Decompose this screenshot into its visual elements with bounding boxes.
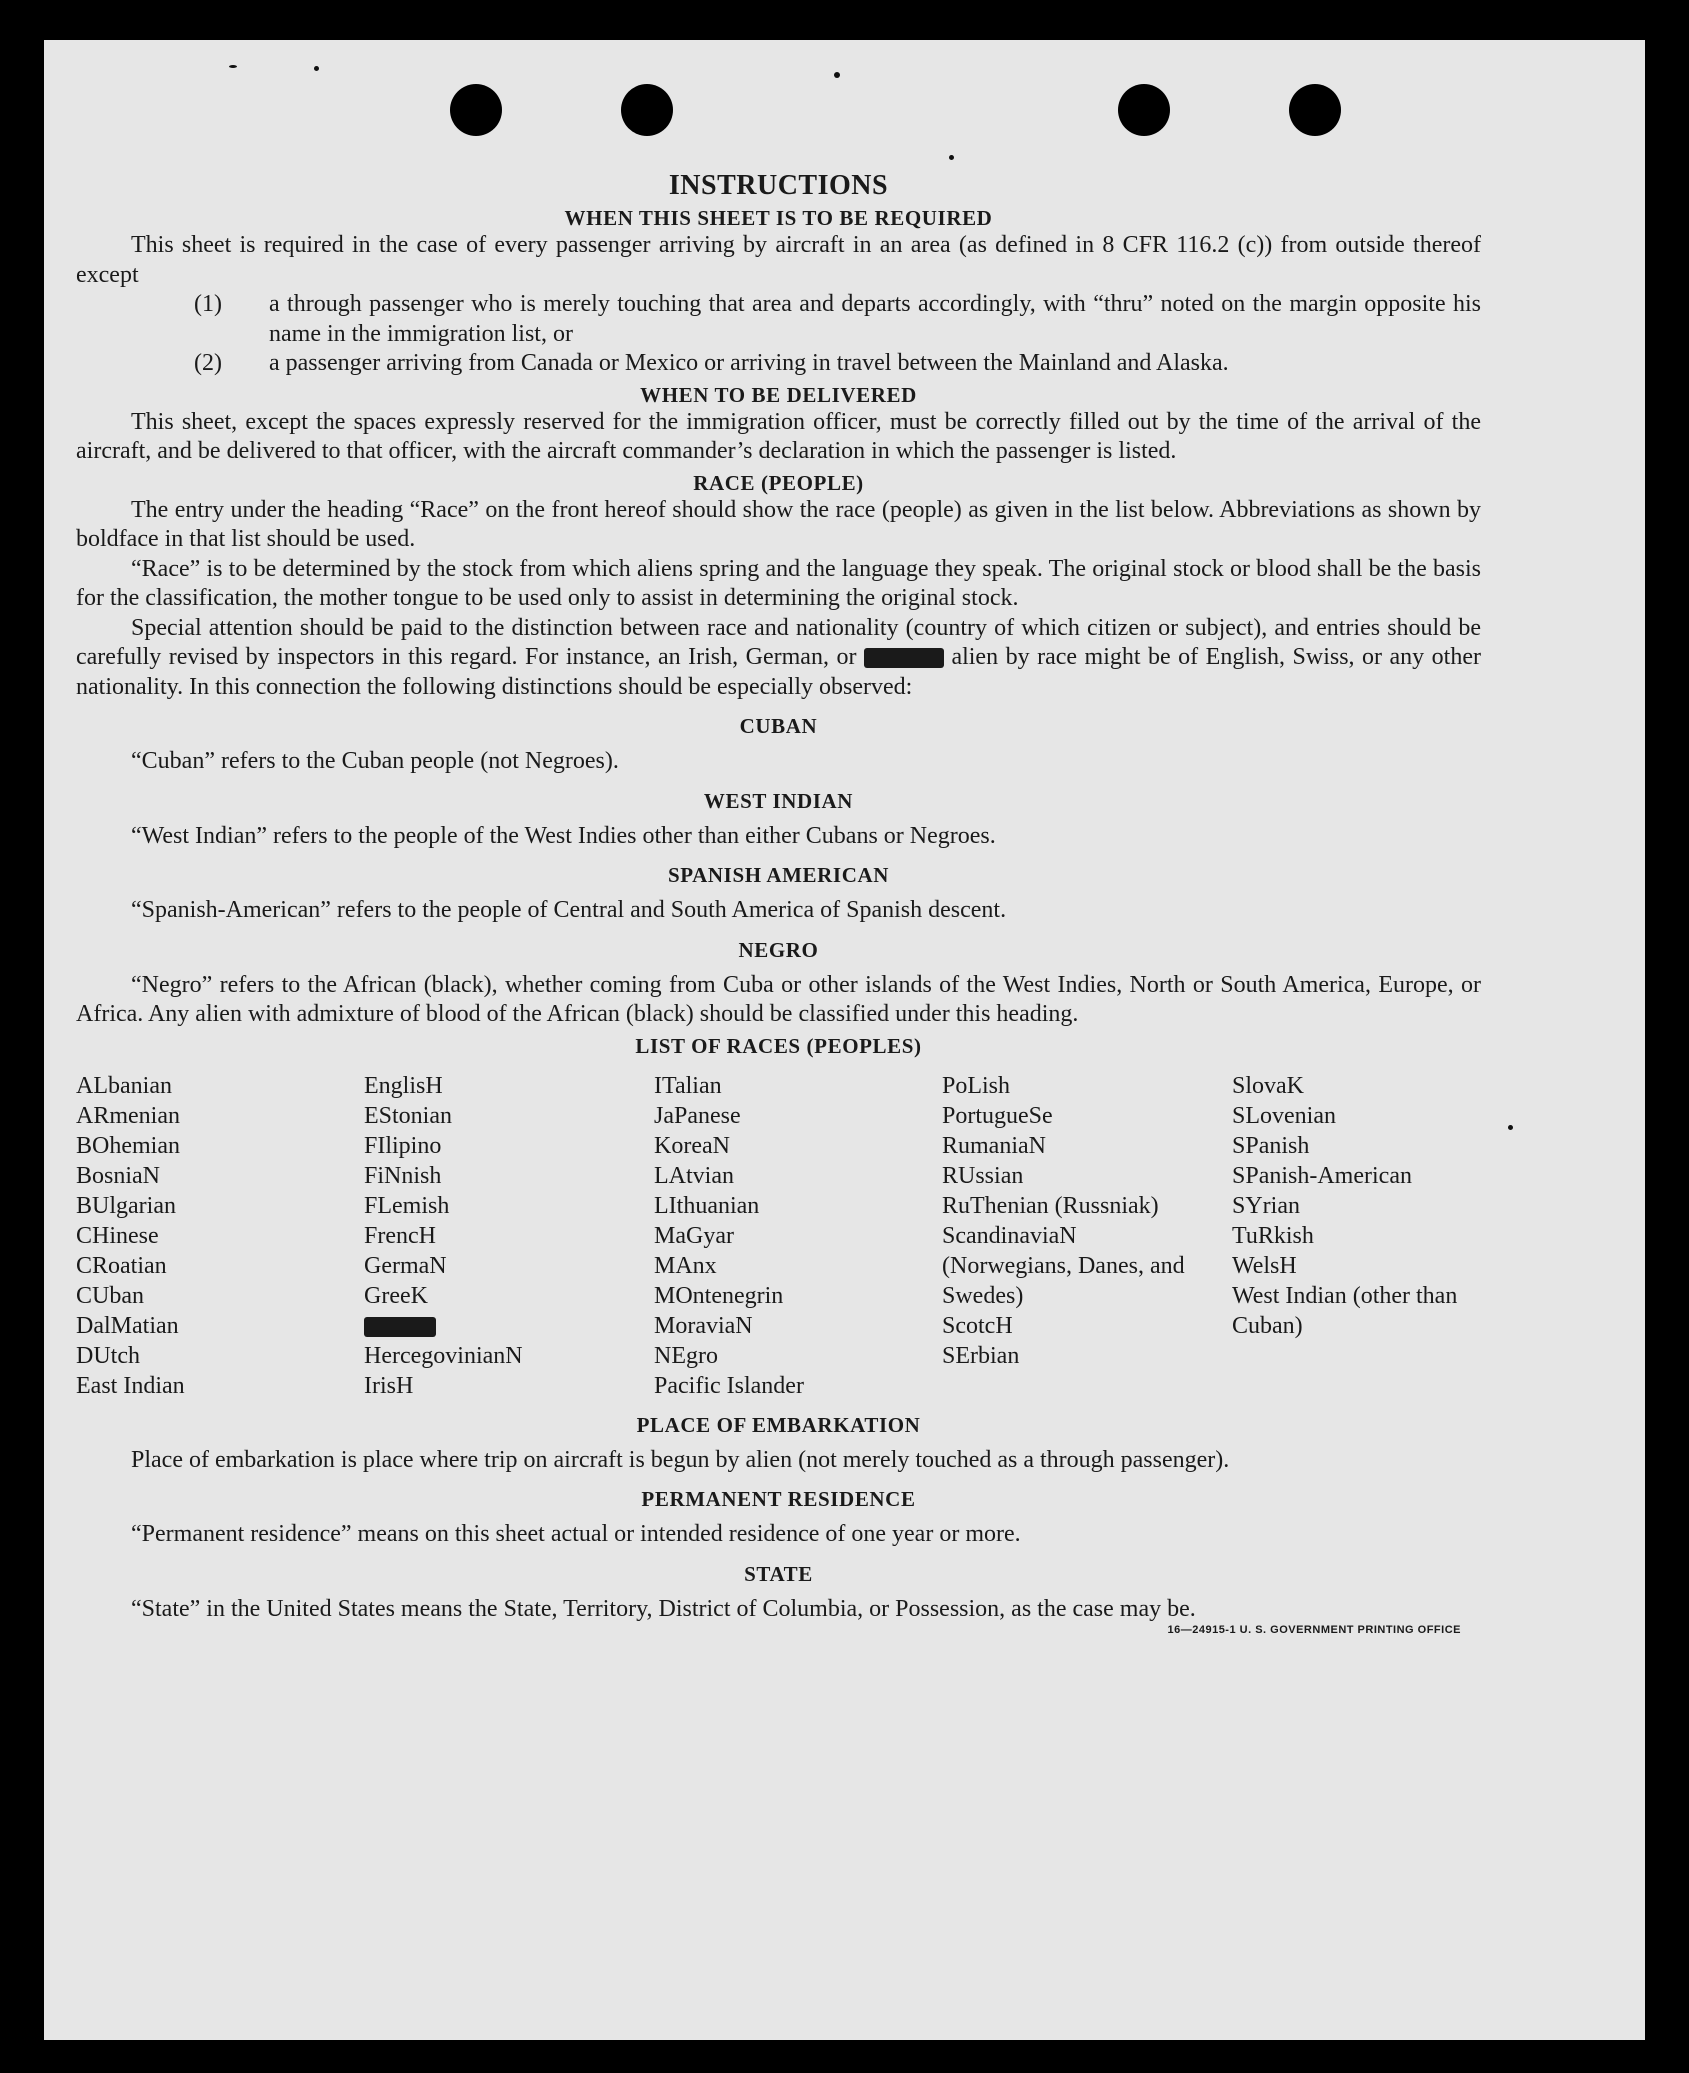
speck bbox=[834, 72, 840, 78]
speck bbox=[1508, 1125, 1513, 1130]
race-item: BosniaN bbox=[76, 1162, 160, 1189]
race-item: ALbanian bbox=[76, 1072, 172, 1099]
punch-hole bbox=[1118, 84, 1170, 136]
race-item: SErbian bbox=[942, 1342, 1020, 1369]
race-item: DUtch bbox=[76, 1342, 140, 1369]
race-item: GreeK bbox=[364, 1282, 428, 1309]
race-item: CHinese bbox=[76, 1222, 159, 1249]
when-required-intro: This sheet is required in the case of every passenger arriving by aircraft in an area (as defined in 8 CFR 116.2 (c)) from outside thereof except bbox=[76, 232, 1481, 288]
race-item: IrisH bbox=[364, 1372, 414, 1399]
races-column-4 bbox=[942, 1071, 1232, 1401]
races-list bbox=[76, 1071, 1481, 1401]
race-item: TuRkish bbox=[1232, 1222, 1314, 1249]
race-paragraph-1: The entry under the heading “Race” on the front hereof should show the race (people) as given in the list below. Abbreviations as shown by boldface in that list should be used. bbox=[76, 496, 1481, 552]
race-item: FrencH bbox=[364, 1222, 436, 1249]
race-item: CUban bbox=[76, 1282, 144, 1309]
speck bbox=[229, 65, 237, 68]
race-item: SlovaK bbox=[1232, 1072, 1304, 1099]
heading-spanish-american: SPANISH AMERICAN bbox=[668, 863, 889, 887]
race-item: KoreaN bbox=[654, 1132, 730, 1159]
race-item: BOhemian bbox=[76, 1132, 180, 1159]
races-column-1 bbox=[76, 1071, 364, 1401]
race-item: DalMatian bbox=[76, 1312, 179, 1339]
heading-west-indian: WEST INDIAN bbox=[703, 788, 854, 813]
race-item: HercegovinianN bbox=[364, 1342, 523, 1369]
instructions-content bbox=[76, 170, 1481, 1636]
heading-residence: PERMANENT RESIDENCE bbox=[641, 1487, 916, 1511]
race-item: EStonian bbox=[364, 1102, 452, 1129]
state-text: “State” in the United States means the State, Territory, District of Columbia, or Possession, as the case may be. bbox=[131, 1595, 1196, 1622]
race-item: ITalian bbox=[654, 1072, 722, 1099]
spanish-american-text: “Spanish-American” refers to the people of Central and South America of Spanish descent. bbox=[131, 897, 1007, 923]
race-item: MoraviaN bbox=[654, 1312, 753, 1339]
punch-hole bbox=[1289, 84, 1341, 136]
heading-state: STATE bbox=[744, 1561, 813, 1586]
race-item: Pacific Islander bbox=[654, 1372, 804, 1399]
race-item: FLemish bbox=[364, 1192, 450, 1219]
race-item: MAnx bbox=[654, 1252, 717, 1279]
heading-cuban: CUBAN bbox=[739, 714, 818, 738]
race-item: CRoatian bbox=[76, 1252, 167, 1279]
race-item: FiNnish bbox=[364, 1162, 442, 1189]
race-item: RUssian bbox=[942, 1162, 1024, 1189]
punch-hole bbox=[621, 84, 673, 136]
page-title: INSTRUCTIONS bbox=[668, 170, 889, 201]
heading-race: RACE (PEOPLE) bbox=[693, 470, 864, 495]
races-column-2 bbox=[364, 1071, 654, 1401]
race-item: FIlipino bbox=[364, 1132, 442, 1159]
exception-list bbox=[76, 290, 1481, 379]
race-item: MOntenegrin bbox=[654, 1282, 784, 1309]
race-item: RumaniaN bbox=[942, 1132, 1046, 1159]
speck bbox=[949, 155, 954, 160]
embarkation-text: Place of embarkation is place where trip on aircraft is begun by alien (not merely touched as a through passenger). bbox=[131, 1446, 1230, 1473]
races-column-3 bbox=[654, 1071, 942, 1401]
race-item: EnglisH bbox=[364, 1072, 443, 1099]
race-item: LAtvian bbox=[654, 1162, 734, 1189]
race-item: West Indian (other than Cuban) bbox=[1232, 1282, 1458, 1339]
redaction-mark bbox=[864, 648, 944, 668]
speck bbox=[314, 66, 319, 71]
west-indian-text: “West Indian” refers to the people of the West Indies other than either Cubans or Negroes. bbox=[131, 822, 996, 849]
heading-list-of-races: LIST OF RACES (PEOPLES) bbox=[635, 1033, 922, 1058]
punch-hole bbox=[450, 84, 502, 136]
race-item: MaGyar bbox=[654, 1222, 734, 1249]
residence-text: “Permanent residence” means on this sheet actual or intended residence of one year or more. bbox=[131, 1521, 1021, 1547]
heading-negro: NEGRO bbox=[738, 937, 819, 962]
printer-imprint: 16—24915-1 U. S. GOVERNMENT PRINTING OFFICE bbox=[1167, 1624, 1461, 1636]
race-item: JaPanese bbox=[654, 1102, 741, 1129]
race-item: GermaN bbox=[364, 1252, 447, 1279]
exception-item: (1) a through passenger who is merely touching that area and departs accordingly, with “thru” noted on the margin opposite his name in the immigration list, or bbox=[194, 291, 1481, 347]
race-paragraph-2: “Race” is to be determined by the stock from which aliens spring and the language they speak. The original stock or blood shall be the basis for the classification, the mother tongue to be used only to assist in determining the original stock. bbox=[76, 555, 1481, 611]
race-item: RuThenian (Russniak) bbox=[942, 1192, 1159, 1219]
footer bbox=[76, 1624, 1481, 1636]
heading-when-required: WHEN THIS SHEET IS TO BE REQUIRED bbox=[564, 206, 993, 230]
race-item: SPanish-American bbox=[1232, 1162, 1412, 1189]
race-item: SPanish bbox=[1232, 1132, 1310, 1159]
race-item: WelsH bbox=[1232, 1252, 1297, 1279]
redaction-mark bbox=[364, 1317, 436, 1337]
exception-item: (2) a passenger arriving from Canada or Mexico or arriving in travel between the Mainland and Alaska. bbox=[194, 350, 1229, 376]
race-item: PortugueSe bbox=[942, 1102, 1053, 1129]
race-item: LIthuanian bbox=[654, 1192, 760, 1219]
race-item: PoLish bbox=[942, 1072, 1011, 1099]
race-item-redacted bbox=[364, 1311, 654, 1341]
heading-embarkation: PLACE OF EMBARKATION bbox=[636, 1412, 921, 1437]
race-item: East Indian bbox=[76, 1372, 185, 1399]
race-item: SLovenian bbox=[1232, 1102, 1336, 1129]
cuban-text: “Cuban” refers to the Cuban people (not Negroes). bbox=[131, 748, 619, 774]
negro-text: “Negro” refers to the African (black), whether coming from Cuba or other islands of the West Indies, North or South America, Europe, or Africa. Any alien with admixture of blood of the African (black) should be classified under this heading. bbox=[76, 971, 1481, 1027]
race-item: ScotcH bbox=[942, 1312, 1013, 1339]
race-item: ScandinaviaN (Norwegians, Danes, and Swedes) bbox=[942, 1222, 1185, 1309]
race-item: ARmenian bbox=[76, 1102, 180, 1129]
race-item: NEgro bbox=[654, 1342, 718, 1369]
race-item: BUlgarian bbox=[76, 1192, 176, 1219]
document-sheet bbox=[44, 40, 1645, 2040]
races-column-5 bbox=[1232, 1071, 1481, 1401]
when-delivered-text: This sheet, except the spaces expressly reserved for the immigration officer, must be correctly filled out by the time of the arrival of the aircraft, and be delivered to that officer, with the aircraft commander’s declaration in which the passenger is listed. bbox=[76, 408, 1481, 464]
race-item: SYrian bbox=[1232, 1192, 1300, 1219]
race-paragraph-3: Special attention should be paid to the distinction between race and nationality (country of which citizen or subject), and entries should be carefully revised by inspectors in this regard. For instance, an Irish, German, or alien by race might be of English, Swiss, or any other nationality. In this connection the following distinctions should be especially observed: bbox=[76, 614, 1481, 700]
heading-when-delivered: WHEN TO BE DELIVERED bbox=[640, 382, 917, 407]
